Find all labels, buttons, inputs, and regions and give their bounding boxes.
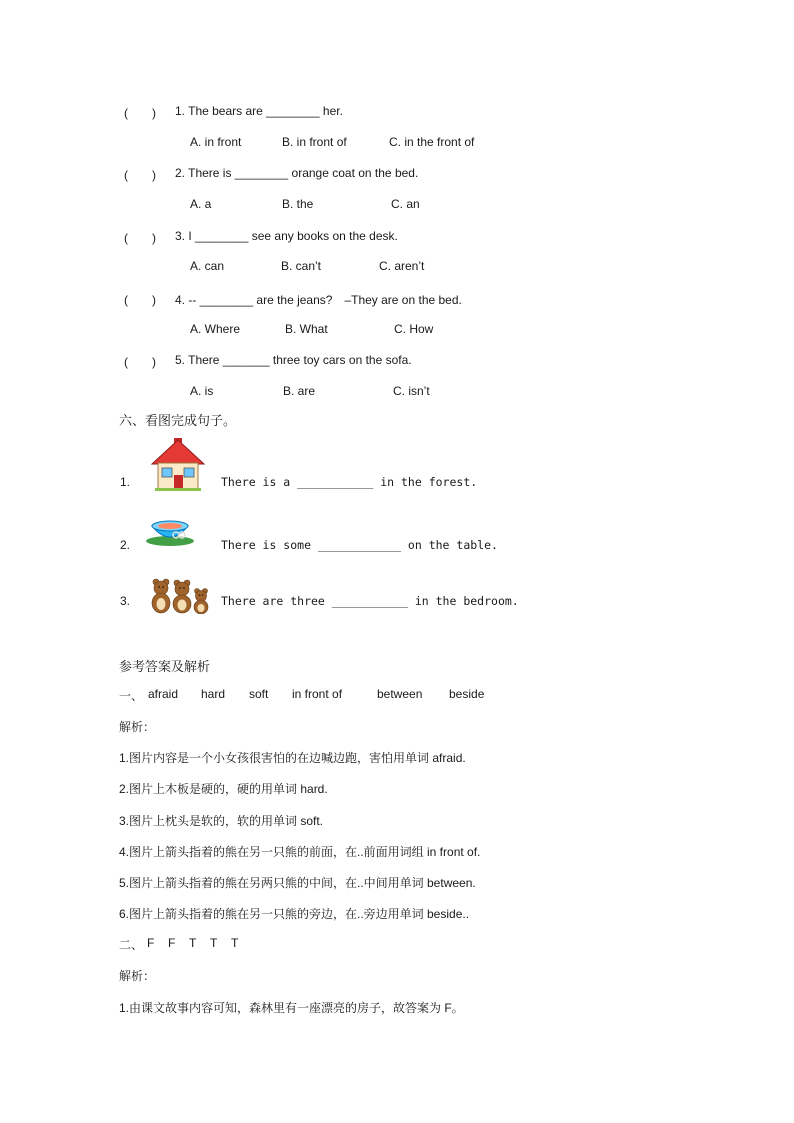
question-stem: 2. There is ________ orange coat on the bed. [175,166,419,180]
part-label: 一、 [119,689,144,703]
option-a: A. is [190,384,214,398]
answer-word: hard [201,687,226,701]
house-icon [150,437,206,493]
option-c: C. How [394,322,434,336]
answers-heading: 参考答案及解析 [119,659,211,674]
option-b: B. in front of [282,135,347,149]
question-stem: 5. There _______ three toy cars on the sofa. [175,353,412,367]
note-line: 6.图片上箭头指着的熊在另一只熊的旁边，在..旁边用单词 beside.. [119,907,470,921]
question-stem: 4. -- ________ are the jeans? –They are on the bed. [175,293,462,307]
answer-word: between [377,687,423,701]
answer-letter: F [168,936,176,950]
option-c: C. in the front of [389,135,475,149]
option-a: A. can [190,259,225,273]
item-number: 2. [120,538,131,552]
option-b: B. are [283,384,316,398]
answer-paren[interactable]: ( ) [124,231,156,245]
note-line: 4.图片上箭头指着的熊在另一只熊的前面，在..前面用词组 in front of. [119,845,481,859]
answer-paren[interactable]: ( ) [124,355,156,369]
answer-word: in front of [292,687,343,701]
section-heading: 六、看图完成句子。 [119,413,237,428]
option-a: A. in front [190,135,242,149]
analysis-label: 解析： [119,969,156,983]
item-number: 1. [120,475,131,489]
answer-letter: T [231,936,239,950]
answer-word: afraid [148,687,179,701]
part-label: 二、 [119,938,144,952]
analysis-label: 解析： [119,720,156,734]
option-a: A. Where [190,322,241,336]
option-b: B. the [282,197,314,211]
note-line: 1.图片内容是一个小女孩很害怕的在边喊边跑，害怕用单词 afraid. [119,751,466,765]
answer-paren[interactable]: ( ) [124,106,156,120]
fill-sentence: There is a ___________ in the forest. [221,475,478,489]
option-c: C. an [391,197,420,211]
note-line: 1.由课文故事内容可知，森林里有一座漂亮的房子，故答案为 F。 [119,1001,464,1015]
question-stem: 1. The bears are ________ her. [175,104,343,118]
option-b: B. What [285,322,328,336]
answer-letter: T [210,936,218,950]
note-line: 2.图片上木板是硬的，硬的用单词 hard. [119,782,328,796]
fill-sentence: There is some ____________ on the table. [221,538,498,552]
option-a: A. a [190,197,212,211]
answer-word: beside [449,687,485,701]
question-stem: 3. I ________ see any books on the desk. [175,229,398,243]
note-line: 5.图片上箭头指着的熊在另两只熊的中间，在..中间用单词 between. [119,876,476,890]
fill-sentence: There are three ___________ in the bedroom. [221,594,519,608]
option-b: B. can’t [281,259,322,273]
option-c: C. isn’t [393,384,430,398]
answer-letter: T [189,936,197,950]
item-number: 3. [120,594,131,608]
answer-word: soft [249,687,269,701]
answer-paren[interactable]: ( ) [124,168,156,182]
answer-paren[interactable]: ( ) [124,293,156,307]
answer-letter: F [147,936,155,950]
note-line: 3.图片上枕头是软的，软的用单词 soft. [119,814,324,828]
soup-bowl-icon [144,514,196,548]
option-c: C. aren’t [379,259,425,273]
three-bears-icon [150,578,212,614]
